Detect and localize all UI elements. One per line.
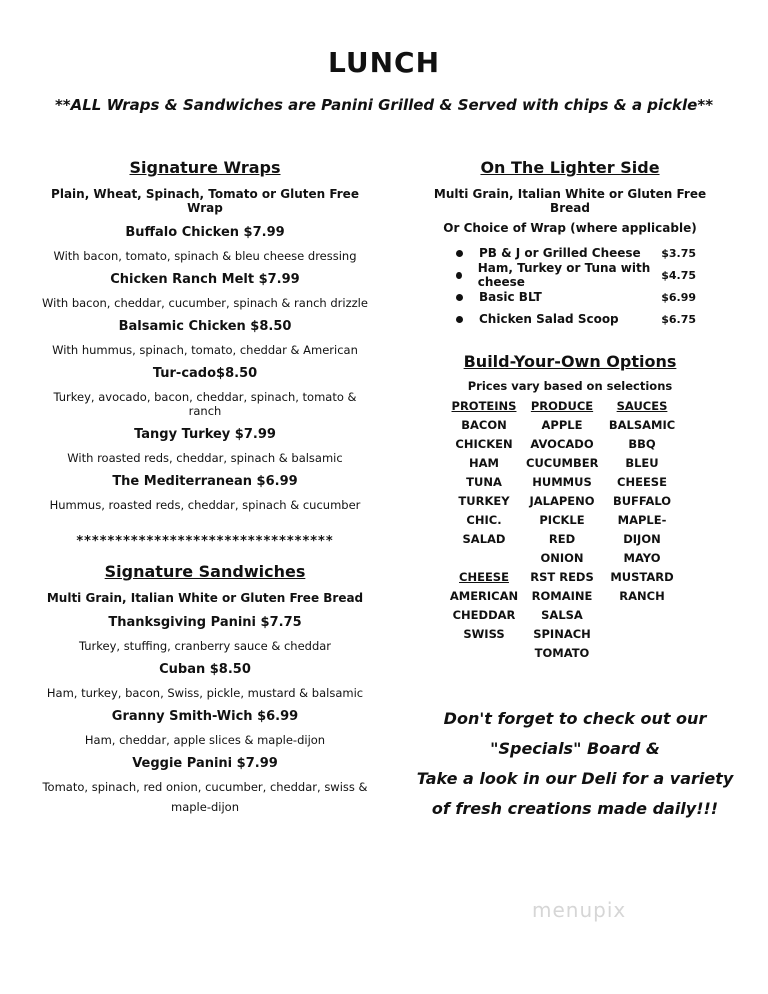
lighter-options-2: Or Choice of Wrap (where applicable) (443, 221, 697, 235)
list-item: AVOCADO (530, 437, 594, 451)
list-item (456, 261, 696, 289)
byo-heading: Build-Your-Own Options (463, 352, 677, 371)
note-line: of fresh creations made daily!!! (431, 799, 719, 818)
list-item: TOMATO (534, 646, 590, 660)
watermark-logo: menupix (532, 898, 627, 922)
lighter-item-price: $6.99 (661, 290, 696, 304)
list-item: HUMMUS (532, 475, 592, 489)
sandwiches-options: Multi Grain, Italian White or Gluten Free Bread (46, 591, 364, 605)
proteins-column (448, 397, 520, 644)
note-line: Don't forget to check out our (443, 709, 707, 728)
list-item: BUFFALO (612, 494, 672, 508)
page-subtitle: **ALL Wraps & Sandwiches are Panini Grilled & Served with chips & a pickle** (54, 96, 714, 114)
byo-section (420, 352, 720, 393)
sauces-column (602, 397, 682, 606)
note-line: "Specials" Board & (490, 739, 660, 758)
list-item: RANCH (619, 589, 665, 603)
list-item: CHICKEN (455, 437, 513, 451)
sandwiches-heading: Signature Sandwiches (104, 562, 306, 581)
wrap-item-name: The Mediterranean $6.99 (112, 474, 298, 489)
lighter-heading: On The Lighter Side (480, 158, 660, 177)
list-item: RST REDS (530, 570, 594, 584)
sandwich-item-name: Granny Smith-Wich $6.99 (111, 709, 299, 724)
list-item: SALSA (541, 608, 583, 622)
sandwich-item-name: Thanksgiving Panini $7.75 (108, 615, 302, 630)
lighter-item-name: Ham, Turkey or Tuna with cheese (477, 261, 651, 289)
wrap-item-desc: Hummus, roasted reds, cheddar, spinach & cucumber (49, 498, 361, 512)
byo-note: Prices vary based on selections (467, 379, 673, 393)
wraps-options: Plain, Wheat, Spinach, Tomato or Gluten Free Wrap (51, 187, 359, 215)
sandwich-item-desc-cont: maple-dijon (171, 800, 239, 814)
list-item: CHIC. SALAD (462, 513, 506, 546)
wraps-heading: Signature Wraps (129, 158, 281, 177)
list-item: MUSTARD (610, 570, 674, 584)
lighter-item-price: $3.75 (661, 246, 696, 260)
list-item: APPLE (541, 418, 583, 432)
produce-column (526, 397, 598, 663)
list-item: PICKLE (539, 513, 585, 527)
sandwiches-section (40, 562, 370, 814)
wrap-item-desc: Turkey, avocado, bacon, cheddar, spinach, tomato & ranch (53, 390, 357, 418)
lighter-item-name: PB & J or Grilled Cheese (479, 246, 641, 260)
wrap-item-name: Balsamic Chicken $8.50 (118, 319, 292, 334)
list-item: TURKEY (458, 494, 510, 508)
list-item: ROMAINE (531, 589, 593, 603)
list-item: BLEU CHEESE (617, 456, 667, 489)
list-item: CHEDDAR (452, 608, 516, 622)
section-divider: ********************************* (76, 534, 334, 549)
cheese-header: CHEESE (459, 570, 509, 584)
lighter-list (456, 242, 696, 330)
specials-note (410, 704, 740, 824)
lighter-section (420, 158, 720, 235)
sandwich-item-desc: Ham, turkey, bacon, Swiss, pickle, mustard & balsamic (46, 686, 364, 700)
lighter-item-name: Basic BLT (479, 290, 542, 304)
produce-header: PRODUCE (530, 399, 594, 413)
page-title: LUNCH (328, 46, 440, 79)
list-item: MAYO (623, 551, 661, 565)
bullet-icon (456, 272, 462, 279)
list-item: TUNA (466, 475, 502, 489)
sandwich-item-desc: Turkey, stuffing, cranberry sauce & cheddar (78, 639, 332, 653)
lighter-item-price: $4.75 (661, 268, 696, 282)
lighter-item-price: $6.75 (661, 312, 696, 326)
list-item: HAM (469, 456, 499, 470)
sauces-header: SAUCES (616, 399, 668, 413)
bullet-icon (456, 294, 463, 301)
sandwich-item-name: Veggie Panini $7.99 (132, 756, 278, 771)
wrap-item-desc: With bacon, cheddar, cucumber, spinach & ranch drizzle (42, 296, 368, 310)
wrap-item-name: Tangy Turkey $7.99 (134, 427, 276, 442)
wrap-item-desc: With roasted reds, cheddar, spinach & balsamic (67, 451, 343, 465)
sandwich-item-desc: Tomato, spinach, red onion, cucumber, cheddar, swiss & (42, 780, 368, 794)
bullet-icon (456, 250, 463, 257)
lighter-item-name: Chicken Salad Scoop (479, 312, 619, 326)
wrap-item-desc: With bacon, tomato, spinach & bleu cheese dressing (53, 249, 357, 263)
bullet-icon (456, 316, 463, 323)
lighter-options-1: Multi Grain, Italian White or Gluten Free Bread (433, 187, 707, 215)
list-item: JALAPENO (529, 494, 595, 508)
sandwich-item-desc: Ham, cheddar, apple slices & maple-dijon (84, 733, 326, 747)
list-item: BALSAMIC (608, 418, 676, 432)
note-line: Take a look in our Deli for a variety (416, 769, 734, 788)
list-item: BBQ (628, 437, 656, 451)
wrap-item-name: Chicken Ranch Melt $7.99 (110, 272, 300, 287)
wraps-section (40, 158, 370, 512)
list-item (456, 308, 696, 330)
list-item: MAPLE-DIJON (617, 513, 667, 546)
list-item (456, 286, 696, 308)
list-item: AMERICAN (449, 589, 519, 603)
list-item: SPINACH (533, 627, 591, 641)
wrap-item-name: Tur-cado$8.50 (152, 366, 258, 381)
wrap-item-name: Buffalo Chicken $7.99 (125, 225, 285, 240)
list-item: BACON (461, 418, 507, 432)
list-item: SWISS (463, 627, 505, 641)
sandwich-item-name: Cuban $8.50 (159, 662, 251, 677)
list-item: RED ONION (540, 532, 584, 565)
list-item: CUCUMBER (526, 456, 599, 470)
proteins-header: PROTEINS (451, 399, 517, 413)
wrap-item-desc: With hummus, spinach, tomato, cheddar & American (52, 343, 358, 357)
